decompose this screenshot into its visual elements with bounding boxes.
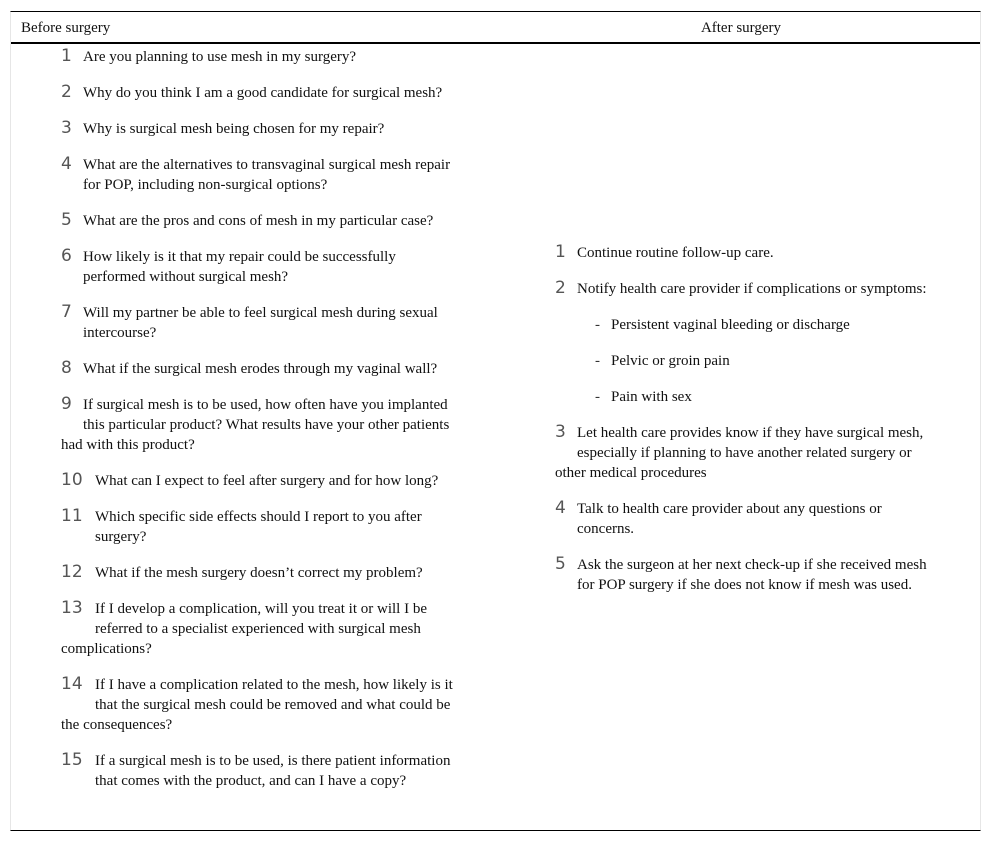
item-number: 1	[61, 46, 72, 66]
item-text-line: If I develop a complication, will you treat it or will I be	[95, 601, 427, 617]
item-text-line: that comes with the product, and can I have a copy?	[95, 773, 407, 789]
sub-item-text: Persistent vaginal bleeding or discharge	[611, 317, 850, 333]
item-text-line: Let health care provides know if they have surgical mesh,	[577, 425, 924, 441]
item-number: 14	[61, 674, 83, 694]
item-number: 3	[61, 118, 72, 138]
item-text-line: What if the surgical mesh erodes through my vaginal wall?	[83, 361, 438, 377]
item-text-line: for POP surgery if she does not know if mesh was used.	[577, 577, 912, 593]
sub-item-text: Pain with sex	[611, 389, 692, 405]
item-text-line: Ask the surgeon at her next check-up if she received mesh	[577, 557, 927, 573]
item-number: 13	[61, 598, 83, 618]
item-number: 4	[61, 154, 72, 174]
list-item	[11, 47, 491, 67]
sub-item	[11, 387, 982, 407]
list-item	[11, 155, 491, 195]
dash-bullet: -	[595, 317, 600, 333]
item-text-line: If I have a complication related to the mesh, how likely is it	[95, 677, 453, 693]
after-surgery-list	[11, 243, 982, 611]
item-text-line: especially if planning to have another related surgery or	[577, 445, 912, 461]
item-text-line: Notify health care provider if complications or symptoms:	[577, 281, 927, 297]
list-item	[11, 751, 491, 791]
item-text-line: What can I expect to feel after surgery and for how long?	[95, 473, 439, 489]
item-number: 6	[61, 246, 72, 266]
item-text-line: had with this product?	[61, 437, 195, 453]
dash-bullet: -	[595, 389, 600, 405]
item-text-line: What are the pros and cons of mesh in my particular case?	[83, 213, 434, 229]
item-text-line: Why do you think I am a good candidate for surgical mesh?	[83, 85, 443, 101]
list-item	[11, 499, 982, 539]
item-number: 2	[555, 278, 566, 298]
item-text-line: How likely is it that my repair could be successfully	[83, 249, 396, 265]
dash-bullet: -	[595, 353, 600, 369]
item-number: 15	[61, 750, 83, 770]
header-after-surgery: After surgery	[700, 20, 782, 36]
item-number: 8	[61, 358, 72, 378]
item-number: 2	[61, 82, 72, 102]
sub-item	[11, 315, 982, 335]
item-text-line: Which specific side effects should I report to you after	[95, 509, 422, 525]
item-text-line: Will my partner be able to feel surgical mesh during sexual	[83, 305, 438, 321]
item-number: 7	[61, 302, 72, 322]
table-header	[11, 12, 980, 44]
item-text-line: intercourse?	[83, 325, 157, 341]
header-before-surgery: Before surgery	[21, 20, 111, 36]
list-item	[11, 555, 982, 595]
item-text-line: that the surgical mesh could be removed and what could be	[95, 697, 451, 713]
item-text-line: the consequences?	[61, 717, 173, 733]
item-text-line: If a surgical mesh is to be used, is there patient information	[95, 753, 451, 769]
item-text-line: Talk to health care provider about any questions or	[577, 501, 882, 517]
item-text-line: Continue routine follow-up care.	[577, 245, 774, 261]
sub-item	[11, 351, 982, 371]
item-text-line: Are you planning to use mesh in my surgery?	[83, 49, 357, 65]
list-item	[11, 119, 491, 139]
item-text-line: other medical procedures	[555, 465, 707, 481]
item-number: 1	[555, 242, 566, 262]
item-number: 5	[555, 554, 566, 574]
item-text-line: What if the mesh surgery doesn’t correct my problem?	[95, 565, 423, 581]
list-item	[11, 211, 491, 231]
item-text-line: this particular product? What results have your other patients	[83, 417, 450, 433]
sub-item-text: Pelvic or groin pain	[611, 353, 730, 369]
list-item	[11, 423, 982, 483]
item-number: 5	[61, 210, 72, 230]
item-text-line: referred to a specialist experienced with surgical mesh	[95, 621, 421, 637]
item-text-line: surgery?	[95, 529, 147, 545]
list-item	[11, 243, 982, 263]
item-number: 11	[61, 506, 83, 526]
item-number: 9	[61, 394, 72, 414]
item-number: 4	[555, 498, 566, 518]
item-text-line: performed without surgical mesh?	[83, 269, 289, 285]
item-number: 12	[61, 562, 83, 582]
item-text-line: What are the alternatives to transvaginal surgical mesh repair	[83, 157, 451, 173]
item-text-line: If surgical mesh is to be used, how often have you implanted	[83, 397, 448, 413]
item-number: 10	[61, 470, 83, 490]
list-item	[11, 83, 491, 103]
item-number: 3	[555, 422, 566, 442]
item-text-line: for POP, including non-surgical options?	[83, 177, 328, 193]
list-item	[11, 675, 491, 735]
list-item	[11, 279, 982, 299]
item-text-line: concerns.	[577, 521, 635, 537]
item-text-line: Why is surgical mesh being chosen for my repair?	[83, 121, 385, 137]
item-text-line: complications?	[61, 641, 152, 657]
questions-table	[10, 11, 981, 831]
